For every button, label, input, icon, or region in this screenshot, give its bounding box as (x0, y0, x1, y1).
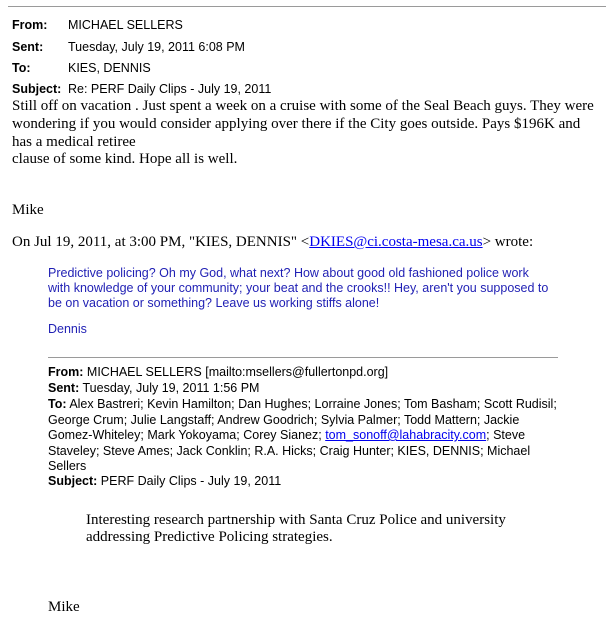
quote-intro (12, 234, 533, 251)
fwd-body-line: addressing Predictive Policing strategies. (86, 529, 333, 545)
reply-line: has a medical retiree (12, 134, 136, 150)
fwd-signature: Mike (48, 599, 80, 615)
fwd-to-line: Staveley; Steve Ames; Jack Conklin; R.A. Hicks; Craig Hunter; KIES, DENNIS; Michael (48, 444, 531, 458)
subject-value: Re: PERF Daily Clips - July 19, 2011 (68, 82, 272, 96)
quoted-signature: Dennis (48, 322, 87, 336)
fwd-to-line: George Crum; Julie Langstaff; Andrew Goodrich; Sylvia Palmer; Todd Mattern; Jackie (48, 413, 520, 427)
quoted-line: Predictive policing? Oh my God, what next? How about good old fashioned police work (48, 266, 529, 280)
fwd-from-value: MICHAEL SELLERS [mailto:msellers@fullertonpd.org] (86, 365, 389, 379)
fwd-subject-row (48, 474, 281, 488)
reply-line: wondering if you would consider applying over there if the City goes outside. Pays $196K and (12, 116, 581, 132)
reply-line: Still off on vacation . Just spent a week on a cruise with some of the Seal Beach guys. They were (12, 98, 594, 114)
fwd-to-line: Gomez-Whiteley; Mark Yokoyama; Corey Sianez; (48, 428, 326, 442)
email-link[interactable]: DKIES@ci.costa-mesa.ca.us (309, 234, 483, 250)
from-value: MICHAEL SELLERS (68, 18, 183, 32)
fwd-to-label: To: (48, 397, 67, 411)
fwd-sent-value: Tuesday, July 19, 2011 1:56 PM (82, 381, 260, 395)
from-label: From: (12, 18, 48, 32)
sent-value: Tuesday, July 19, 2011 6:08 PM (68, 40, 245, 54)
subject-label: Subject: (12, 82, 62, 96)
reply-line: clause of some kind. Hope all is well. (12, 151, 238, 167)
reply-signature: Mike (12, 202, 44, 218)
fwd-subject-label: Subject: (48, 474, 98, 488)
fwd-sent-row (48, 381, 259, 395)
quote-intro-suffix: > wrote: (482, 234, 534, 250)
email-link[interactable]: tom_sonoff@lahabracity.com (325, 428, 487, 442)
fwd-to-line: Alex Bastreri; Kevin Hamilton; Dan Hughes; Lorraine Jones; Tom Basham; Scott Rudisil; (69, 397, 557, 411)
top-divider (8, 6, 606, 7)
fwd-to-row (48, 397, 557, 411)
quoted-line: with knowledge of your community; your beat and the crooks!! Hey, aren't you supposed to (48, 281, 549, 295)
sent-label: Sent: (12, 40, 44, 54)
fwd-to-line-with-link (48, 428, 525, 442)
fwd-from-label: From: (48, 365, 84, 379)
fwd-to-line: ; Steve (486, 428, 526, 442)
fwd-sent-label: Sent: (48, 381, 80, 395)
quoted-line: be on vacation or something? Leave us working stiffs alone! (48, 296, 380, 310)
forward-divider (48, 357, 558, 358)
fwd-from-row (48, 365, 388, 379)
fwd-body-line: Interesting research partnership with Santa Cruz Police and university (86, 512, 506, 528)
fwd-subject-value: PERF Daily Clips - July 19, 2011 (100, 474, 282, 488)
quote-intro-prefix: On Jul 19, 2011, at 3:00 PM, "KIES, DENNIS" < (12, 234, 310, 250)
to-label: To: (12, 61, 31, 75)
to-value: KIES, DENNIS (68, 61, 151, 75)
fwd-to-line: Sellers (48, 459, 87, 473)
